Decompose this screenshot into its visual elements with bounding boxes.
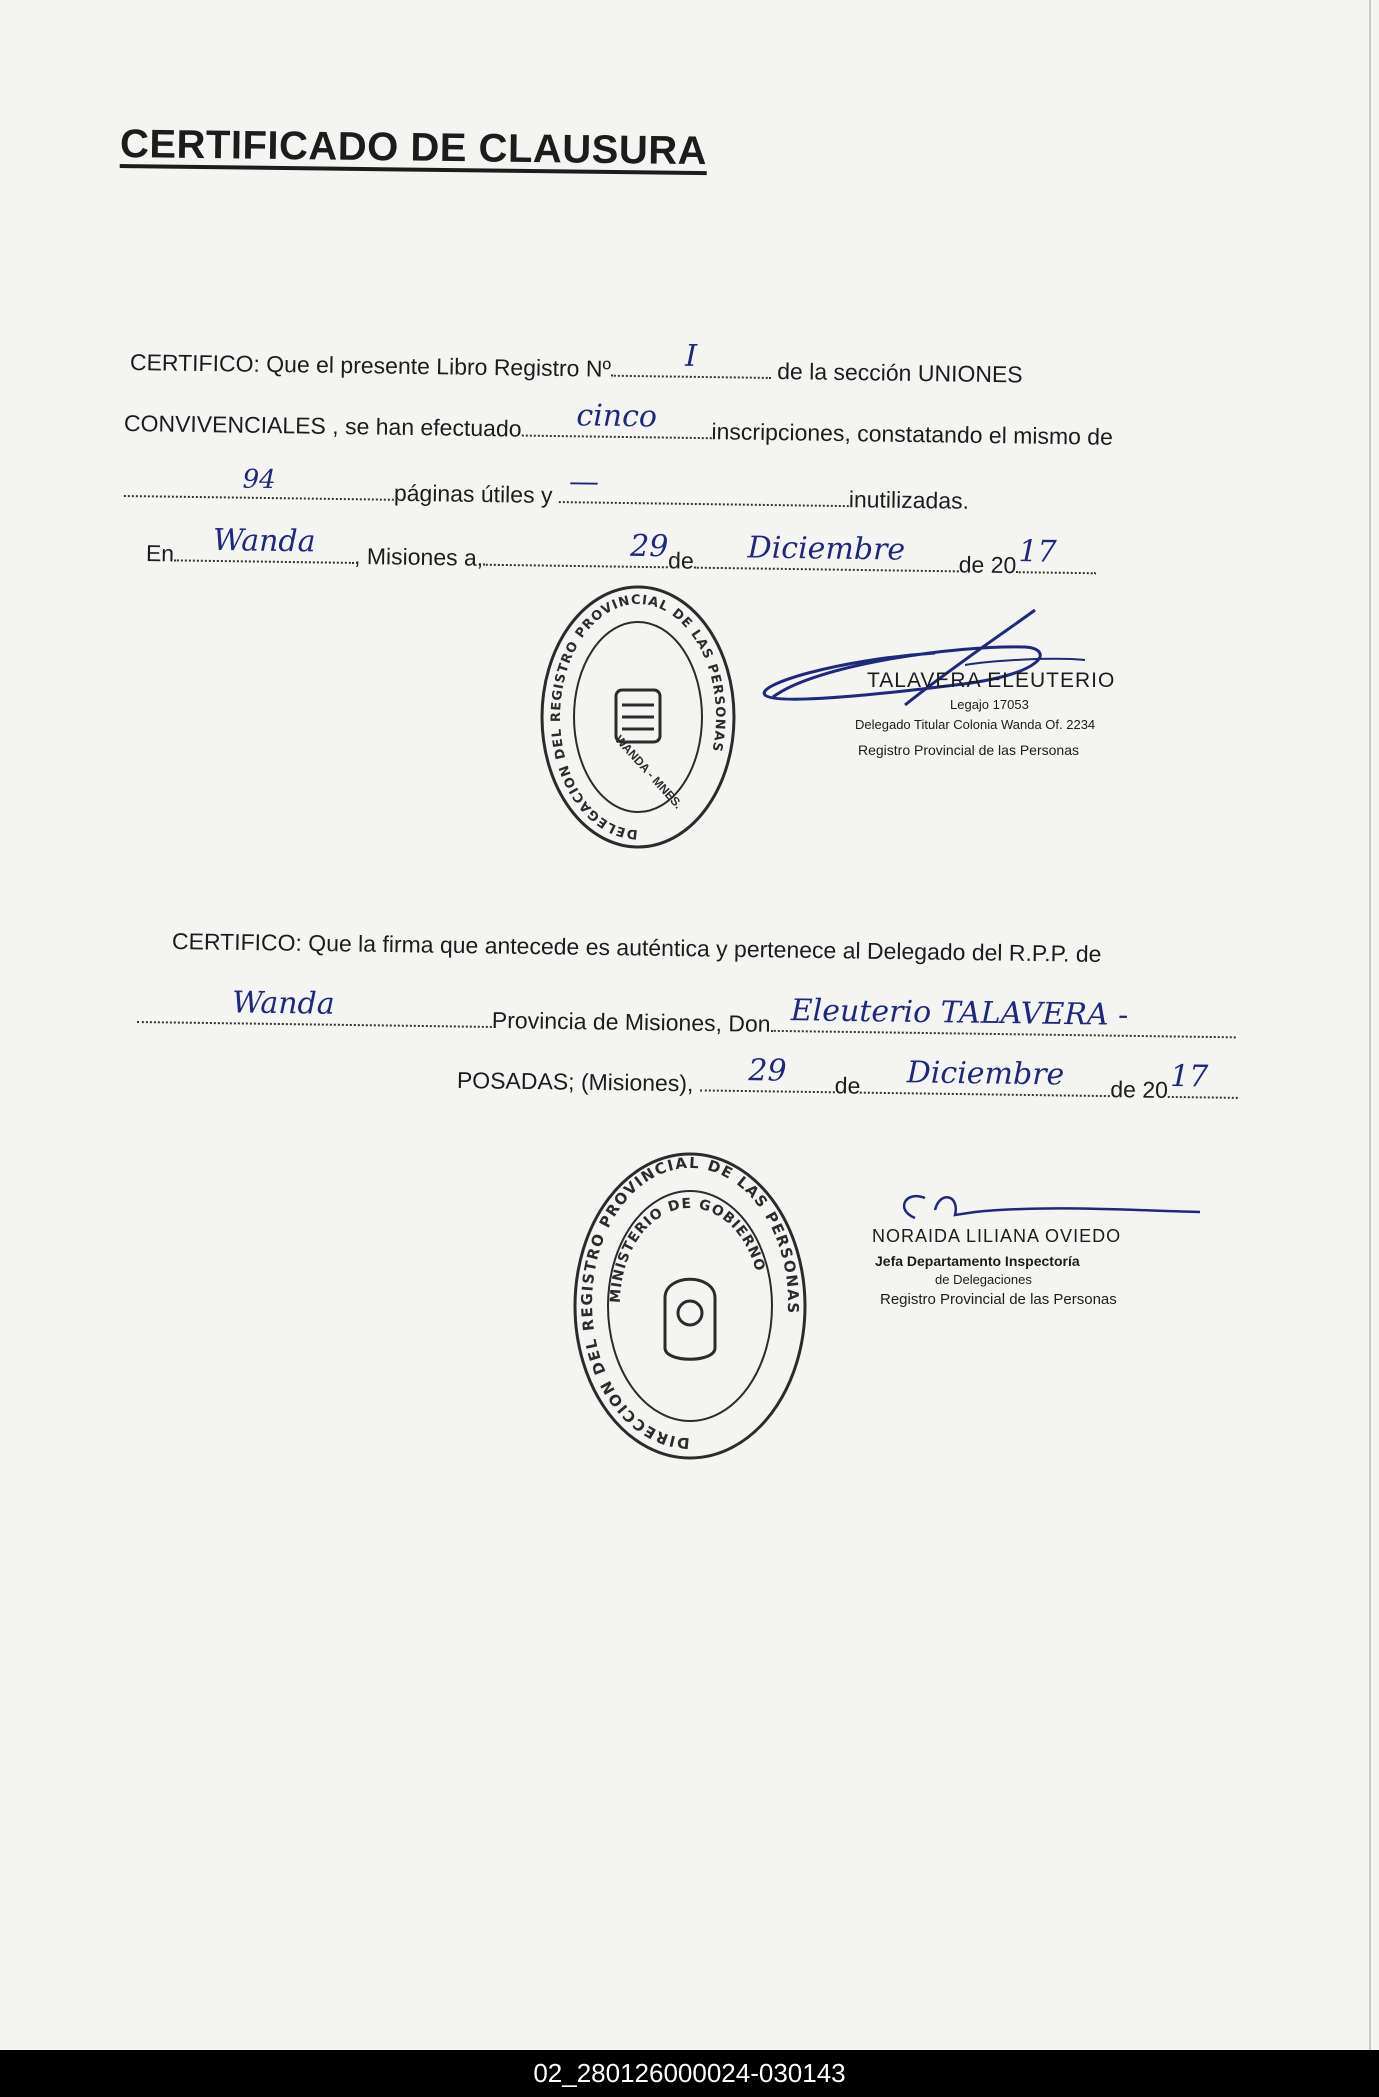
lugar-blank: [174, 522, 354, 564]
paginas-blank: [124, 464, 394, 501]
cert2-lugar-blank: [137, 985, 492, 1028]
handwritten-signature-2: [865, 1180, 1205, 1230]
handwritten-nombre: Eleuterio TALAVERA -: [790, 993, 1129, 1033]
handwritten-cert2-anio: 17: [1169, 1058, 1209, 1095]
document-title: CERTIFICADO DE CLAUSURA: [119, 122, 708, 174]
seal1-outer-text: DELEGACION DEL REGISTRO PROVINCIAL DE LAS PERSONAS: [549, 592, 728, 842]
sig2-cargo2: de Delegaciones: [935, 1272, 1032, 1287]
seal2-inner-text: MINISTERIO DE GOBIERNO: [607, 1195, 768, 1304]
cert2-line1: CERTIFICO: Que la firma que antecede es auténtica y pertenece al Delegado del R.P.P. de: [171, 928, 1102, 967]
handwritten-anio: 17: [1018, 534, 1057, 570]
cert2-line3: POSADAS; (Misiones), 29 de Diciembre de 20 17: [457, 1060, 1238, 1105]
handwritten-dia: 29: [629, 528, 669, 565]
signature-block-oviedo: [865, 1180, 1205, 1330]
dia-blank: [483, 528, 669, 569]
anio-blank: [1016, 534, 1096, 574]
cert2-anio-blank: [1168, 1058, 1238, 1099]
sig2-name: NORAIDA LILIANA OVIEDO: [872, 1226, 1122, 1246]
handwritten-inscripciones: cinco: [576, 398, 658, 435]
mes-blank: [694, 530, 959, 573]
signature-block-talavera: [755, 605, 1155, 775]
sig2-registro: Registro Provincial de las Personas: [880, 1291, 1117, 1308]
sig1-cargo: Delegado Titular Colonia Wanda Of. 2234: [855, 717, 1096, 732]
inutilizadas-blank: [559, 464, 849, 507]
cert1-line4: En Wanda , Misiones a, 29 de Diciembre de 20 17: [146, 533, 1097, 580]
cert2-mes-blank: [860, 1055, 1110, 1097]
handwritten-paginas: 94: [242, 464, 276, 496]
sig1-name: TALAVERA ELEUTERIO: [867, 669, 1116, 692]
handwritten-mes: Diciembre: [747, 530, 906, 568]
handwritten-cert2-lugar: Wanda: [231, 985, 335, 1022]
cert2-dia-blank: [700, 1053, 835, 1093]
page-edge: [1369, 0, 1371, 2050]
seal2-outer-text: DIRECCION DEL REGISTRO PROVINCIAL DE LAS PERSONAS: [577, 1153, 803, 1453]
sig1-registro: Registro Provincial de las Personas: [858, 742, 1079, 758]
handwritten-inutilizadas: —: [568, 464, 600, 500]
cert1-line2: CONVIVENCIALES , se han efectuado cinco inscripciones, constatando el mismo de: [123, 398, 1114, 450]
cert1-line3: 94 páginas útiles y — inutilizadas.: [124, 469, 970, 515]
handwritten-lugar: Wanda: [212, 522, 316, 560]
nombre-blank: [770, 993, 1235, 1038]
handwritten-cert2-mes: Diciembre: [906, 1055, 1065, 1093]
seal1-inner-text: WANDA - MNES.: [612, 732, 686, 812]
sig1-legajo: Legajo 17053: [950, 697, 1029, 712]
official-seal-posadas: [570, 1148, 810, 1473]
libro-number-blank: [611, 338, 771, 379]
svg-text:MINISTERIO DE GOBIERNO: [608, 1196, 768, 1304]
handwritten-libro-number: I: [684, 338, 698, 374]
document-id-footer: 02_280126000024-030143: [0, 2050, 1379, 2097]
seal-wanda-graphic: [538, 585, 738, 855]
seal-posadas-graphic: [570, 1148, 810, 1468]
cert2-line2: Wanda Provincia de Misiones, Don Eleuterio TALAVERA -: [137, 995, 1236, 1044]
sig2-cargo: Jefa Departamento Inspectoría: [875, 1253, 1080, 1269]
official-seal-wanda: [538, 585, 738, 860]
handwritten-cert2-dia: 29: [748, 1053, 787, 1089]
inscripciones-blank: [521, 398, 711, 440]
cert1-line1: CERTIFICO: Que el presente Libro Registro Nº I de la sección UNIONES: [129, 338, 1023, 388]
